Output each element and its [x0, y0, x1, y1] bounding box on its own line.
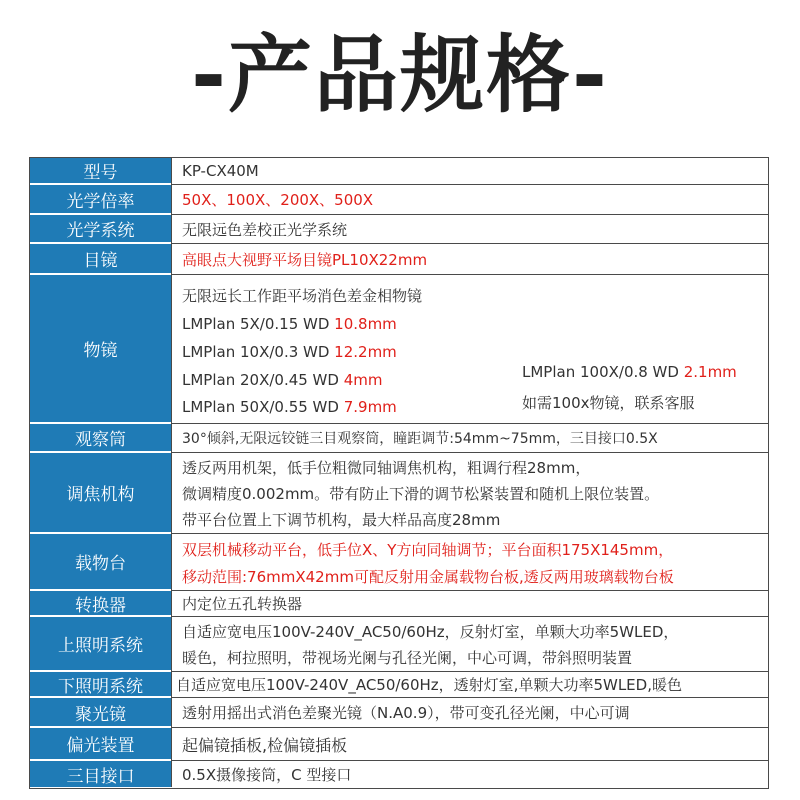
objective-wd: 4mm: [343, 371, 383, 389]
row-objective: [30, 275, 768, 424]
objective-wd: 10.8mm: [334, 315, 397, 333]
polarizer-label: 偏光装置: [30, 728, 171, 761]
row-model: [30, 158, 768, 185]
trinocular-value: 0.5X摄像接筒，C 型接口: [171, 761, 768, 787]
objective-item: [182, 315, 397, 333]
objective-spec: LMPlan 5X/0.15 WD: [182, 315, 335, 333]
lower-illum-label: 下照明系统: [30, 672, 171, 698]
condenser-label: 聚光镜: [30, 698, 171, 728]
row-optics: [30, 215, 768, 244]
stage-value: [171, 534, 768, 591]
row-magnification: [30, 185, 768, 215]
condenser-value: 透射用摇出式消色差聚光镜（N.A0.9），带可变孔径光阑，中心可调: [171, 698, 768, 728]
polarizer-value: 起偏镜插板,检偏镜插板: [171, 728, 768, 761]
tube-value: 30°倾斜,无限远铰链三目观察筒，瞳距调节:54mm~75mm，三目接口0.5X: [171, 424, 768, 453]
row-stage: [30, 534, 768, 591]
row-condenser: [30, 698, 768, 728]
focus-line: 带平台位置上下调节机构，最大样品高度28mm: [182, 511, 501, 529]
objective-item: [182, 343, 397, 361]
stage-label: 载物台: [30, 534, 171, 591]
objective-extra-spec: LMPlan 100X/0.8 WD: [522, 363, 684, 381]
row-tube: [30, 424, 768, 453]
lower-illum-value: 自适应宽电压100V-240V_AC50/60Hz，透射灯室,单颗大功率5WLED,暖色: [171, 672, 768, 698]
objective-value: [171, 275, 768, 424]
upper-illum-line: 自适应宽电压100V-240V_AC50/60Hz，反射灯室，单颗大功率5WLED，: [182, 623, 679, 641]
tube-label: 观察筒: [30, 424, 171, 453]
page-title: -产品规格-: [191, 26, 609, 124]
focus-line: 微调精度0.002mm。带有防止下滑的调节松紧装置和随机上限位装置。: [182, 485, 660, 503]
row-focus: [30, 453, 768, 534]
objective-item: [182, 371, 383, 389]
magnification-value: 50X、100X、200X、500X: [171, 185, 768, 215]
objective-spec: LMPlan 50X/0.55 WD: [182, 398, 344, 416]
focus-label: 调焦机构: [30, 453, 171, 534]
upper-illum-value: [171, 617, 768, 672]
objective-item: [182, 398, 397, 416]
objective-spec: LMPlan 10X/0.3 WD: [182, 343, 335, 361]
nosepiece-value: 内定位五孔转换器: [171, 591, 768, 617]
row-polarizer: [30, 728, 768, 761]
spec-table: [29, 157, 769, 789]
objective-intro: 无限远长工作距平场消色差金相物镜: [182, 287, 423, 305]
objective-extra-note: 如需100x物镜，联系客服: [522, 394, 695, 412]
nosepiece-label: 转换器: [30, 591, 171, 617]
eyepiece-label: 目镜: [30, 244, 171, 275]
row-nosepiece: [30, 591, 768, 617]
upper-illum-line: 暖色，柯拉照明，带视场光阑与孔径光阑，中心可调，带斜照明装置: [182, 649, 633, 667]
objective-label: 物镜: [30, 275, 171, 424]
objective-spec: LMPlan 20X/0.45 WD: [182, 371, 344, 389]
model-value: KP-CX40M: [171, 158, 768, 185]
objective-wd: 7.9mm: [343, 398, 397, 416]
trinocular-label: 三目接口: [30, 761, 171, 787]
row-upper-illumination: [30, 617, 768, 672]
stage-line: 移动范围:76mmX42mm可配反射用金属载物台板,透反两用玻璃载物台板: [182, 568, 674, 586]
objective-extra-wd: 2.1mm: [683, 363, 737, 381]
objective-extra: [522, 363, 737, 381]
objective-wd: 12.2mm: [334, 343, 397, 361]
row-eyepiece: [30, 244, 768, 275]
upper-illum-label: 上照明系统: [30, 617, 171, 672]
optics-label: 光学系统: [30, 215, 171, 244]
focus-value: [171, 453, 768, 534]
magnification-label: 光学倍率: [30, 185, 171, 215]
row-lower-illumination: [30, 672, 768, 698]
row-trinocular: [30, 761, 768, 787]
focus-line: 透反两用机架，低手位粗微同轴调焦机构，粗调行程28mm，: [182, 459, 591, 477]
eyepiece-value: 高眼点大视野平场目镜PL10X22mm: [171, 244, 768, 275]
optics-value: 无限远色差校正光学系统: [171, 215, 768, 244]
stage-line: 双层机械移动平台，低手位X、Y方向同轴调节；平台面积175X145mm，: [182, 541, 674, 559]
model-label: 型号: [30, 158, 171, 185]
